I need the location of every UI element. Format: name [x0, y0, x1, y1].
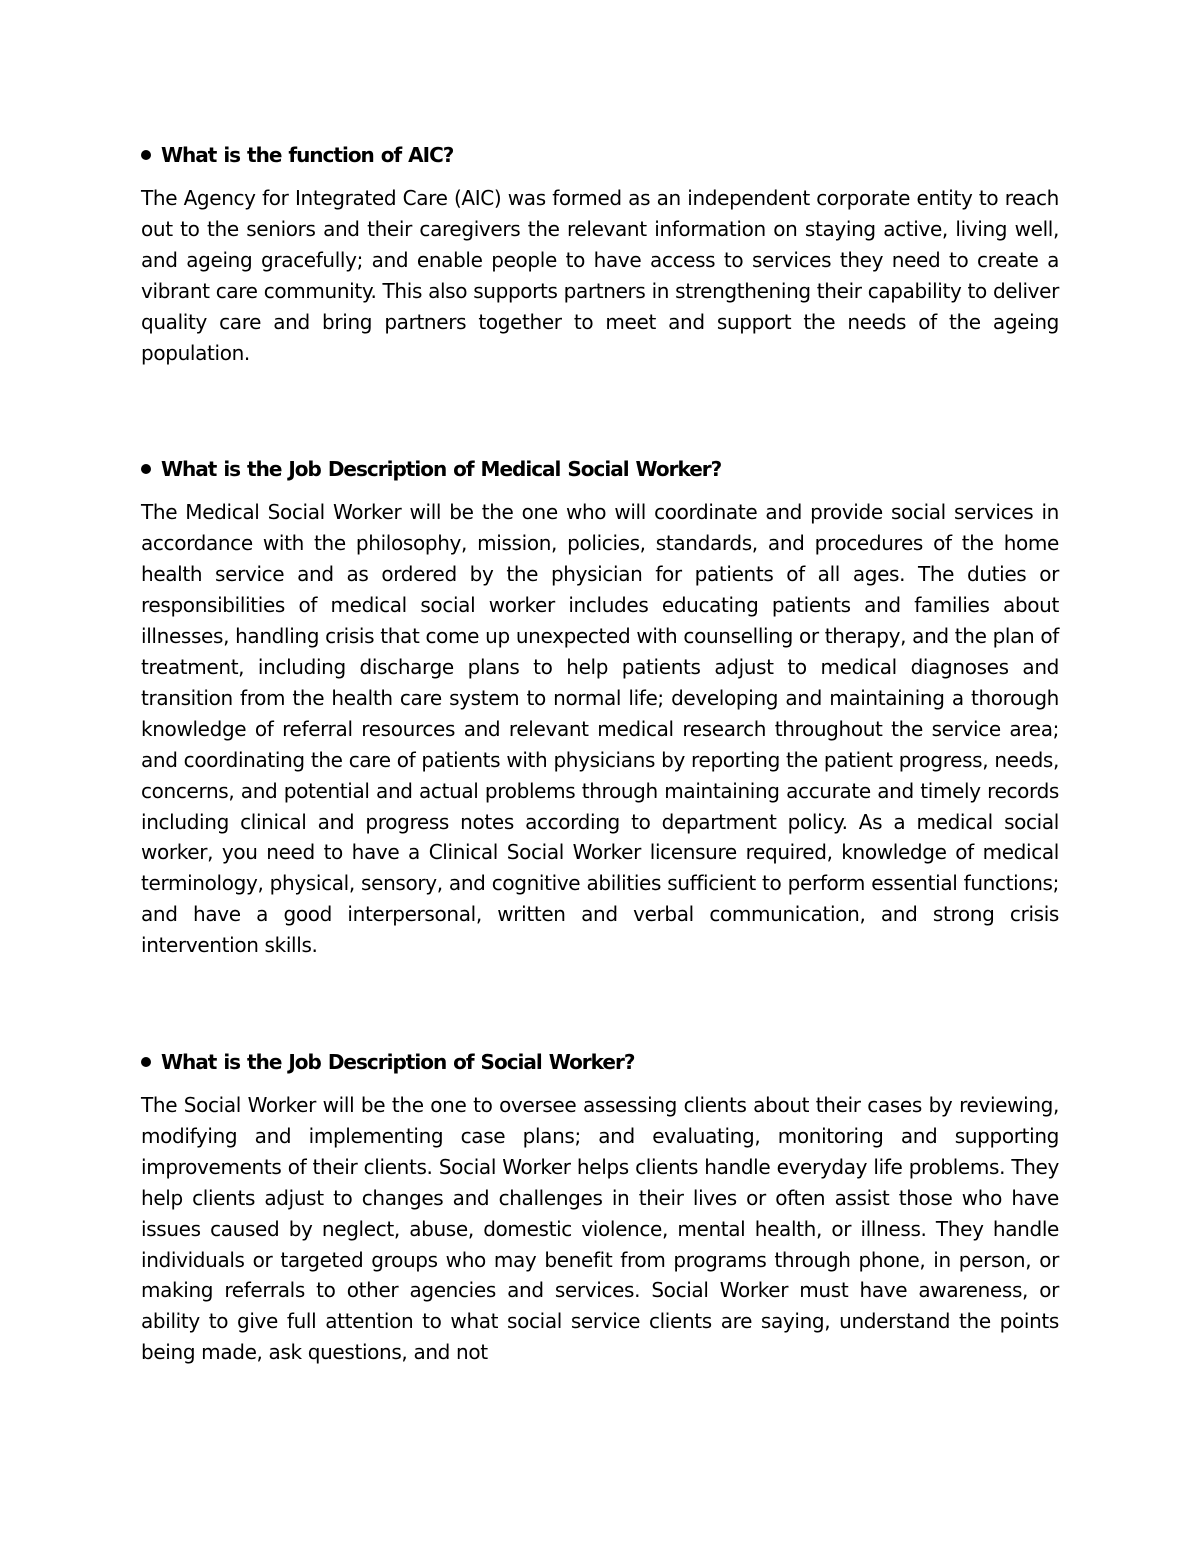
question-text: What is the Job Description of Medical Social Worker? [161, 457, 722, 482]
answer-paragraph: The Medical Social Worker will be the one who will coordinate and provide social services in accordance with the philosophy, mission, policies, standards, and procedures of the home health service and as ordered by the physician for patients of all ages. The duties or responsibilities of medical social worker includes educating patients and families about illnesses, handling crisis that come up unexpected with counselling or therapy, and the plan of treatment, including discharge plans to help patients adjust to medical diagnoses and transition from the health care system to normal life; developing and maintaining a thorough knowledge of referral resources and relevant medical research throughout the service area; and coordinating the care of patients with physicians by reporting the patient progress, needs, concerns, and potential and actual problems through maintaining accurate and timely records including clinical and progress notes according to department policy. As a medical social worker, you need to have a Clinical Social Worker licensure required, knowledge of medical terminology, physical, sensory, and cognitive abilities sufficient to perform essential functions; and have a good interpersonal, written and verbal communication, and strong crisis intervention skills. [141, 500, 1059, 958]
question-text: What is the function of AIC? [161, 143, 454, 167]
bullet-icon [141, 1057, 151, 1067]
section-aic-function [141, 140, 1059, 368]
bullet-icon [141, 150, 151, 160]
section-medical-social-worker [141, 454, 1059, 961]
question-heading [141, 454, 1059, 484]
answer-paragraph: The Social Worker will be the one to oversee assessing clients about their cases by reviewing, modifying and implementing case plans; and evaluating, monitoring and supporting improvements of their clients. Social Worker helps clients handle everyday life problems. They help clients adjust to changes and challenges in their lives or often assist those who have issues caused by neglect, abuse, domestic violence, mental health, or illness. They handle individuals or targeted groups who may benefit from programs through phone, in person, or making referrals to other agencies and services. Social Worker must have awareness, or ability to give full attention to what social service clients are saying, understand the points being made, ask questions, and not [141, 1093, 1059, 1365]
answer-paragraph: The Agency for Integrated Care (AIC) was formed as an independent corporate entity to reach out to the seniors and their caregivers the relevant information on staying active, living well, and ageing gracefully; and enable people to have access to services they need to create a vibrant care community. This also supports partners in strengthening their capability to deliver quality care and bring partners together to meet and support the needs of the ageing population. [141, 186, 1059, 365]
bullet-icon [141, 464, 151, 474]
question-heading [141, 1047, 1059, 1077]
section-social-worker [141, 1047, 1059, 1368]
question-text: What is the Job Description of Social Worker? [161, 1050, 635, 1075]
question-heading [141, 140, 1059, 170]
document-page [141, 140, 1059, 1368]
